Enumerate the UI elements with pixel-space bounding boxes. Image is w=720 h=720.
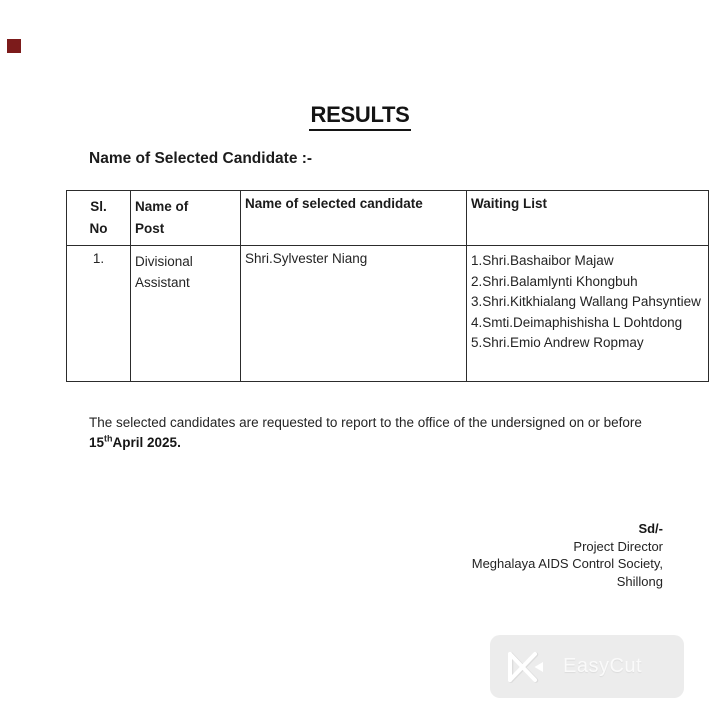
note-line1: The selected candidates are requested to report to the office of the undersigned on or (89, 415, 600, 430)
header-sl-no (67, 191, 131, 246)
page-title: RESULTS (309, 102, 412, 131)
cell-selected-candidate: Shri.Sylvester Niang (241, 246, 467, 382)
cell-post-line1: Divisional (135, 254, 193, 269)
header-sl-no-line1: Sl. (90, 199, 107, 214)
easycut-label: EasyCut (563, 655, 643, 677)
waiting-list-item: 2.Shri.Balamlynti Khongbuh (471, 273, 638, 289)
header-name-of-post (131, 191, 241, 246)
header-selected-candidate: Name of selected candidate (241, 191, 467, 246)
cell-post (131, 246, 241, 382)
waiting-list-item: 1.Shri.Bashaibor Majaw (471, 253, 614, 268)
header-waiting-list: Waiting List (467, 191, 709, 246)
signature-location: Shillong (616, 573, 663, 589)
cell-waiting-list (467, 246, 709, 382)
header-post-line1: Name of (135, 199, 189, 214)
header-sl-no-line2: No (89, 221, 108, 236)
red-marker (7, 39, 21, 53)
easycut-watermark (490, 635, 684, 698)
signature-sd: Sd/- (638, 521, 663, 536)
note-date-ordinal: th (104, 433, 113, 444)
header-post-line2: Post (135, 221, 165, 236)
cell-sl-no: 1. (67, 246, 131, 382)
waiting-list-item: 5.Shri.Emio Andrew Ropmay (471, 335, 644, 350)
waiting-list-item: 3.Shri.Kitkhialang Wallang Pahsyntiew (471, 294, 701, 309)
signature-organisation: Meghalaya AIDS Control Society, (471, 556, 663, 571)
table-header-row (67, 191, 709, 246)
waiting-list-item: 4.Smti.Deimaphishisha L Dohtdong (471, 314, 683, 330)
report-note (89, 413, 669, 453)
signature-block (472, 520, 663, 590)
note-line2-prefix: before (603, 415, 642, 430)
note-date-rest: April 2025. (112, 435, 181, 450)
document-title-row (0, 102, 720, 131)
results-table (66, 190, 709, 382)
easycut-logo-icon (503, 645, 547, 689)
note-date-day: 15 (89, 435, 105, 450)
signature-designation: Project Director (573, 538, 663, 554)
selected-candidate-heading: Name of Selected Candidate :- (89, 150, 313, 167)
cell-post-line2: Assistant (135, 275, 190, 290)
table-row (67, 246, 709, 382)
